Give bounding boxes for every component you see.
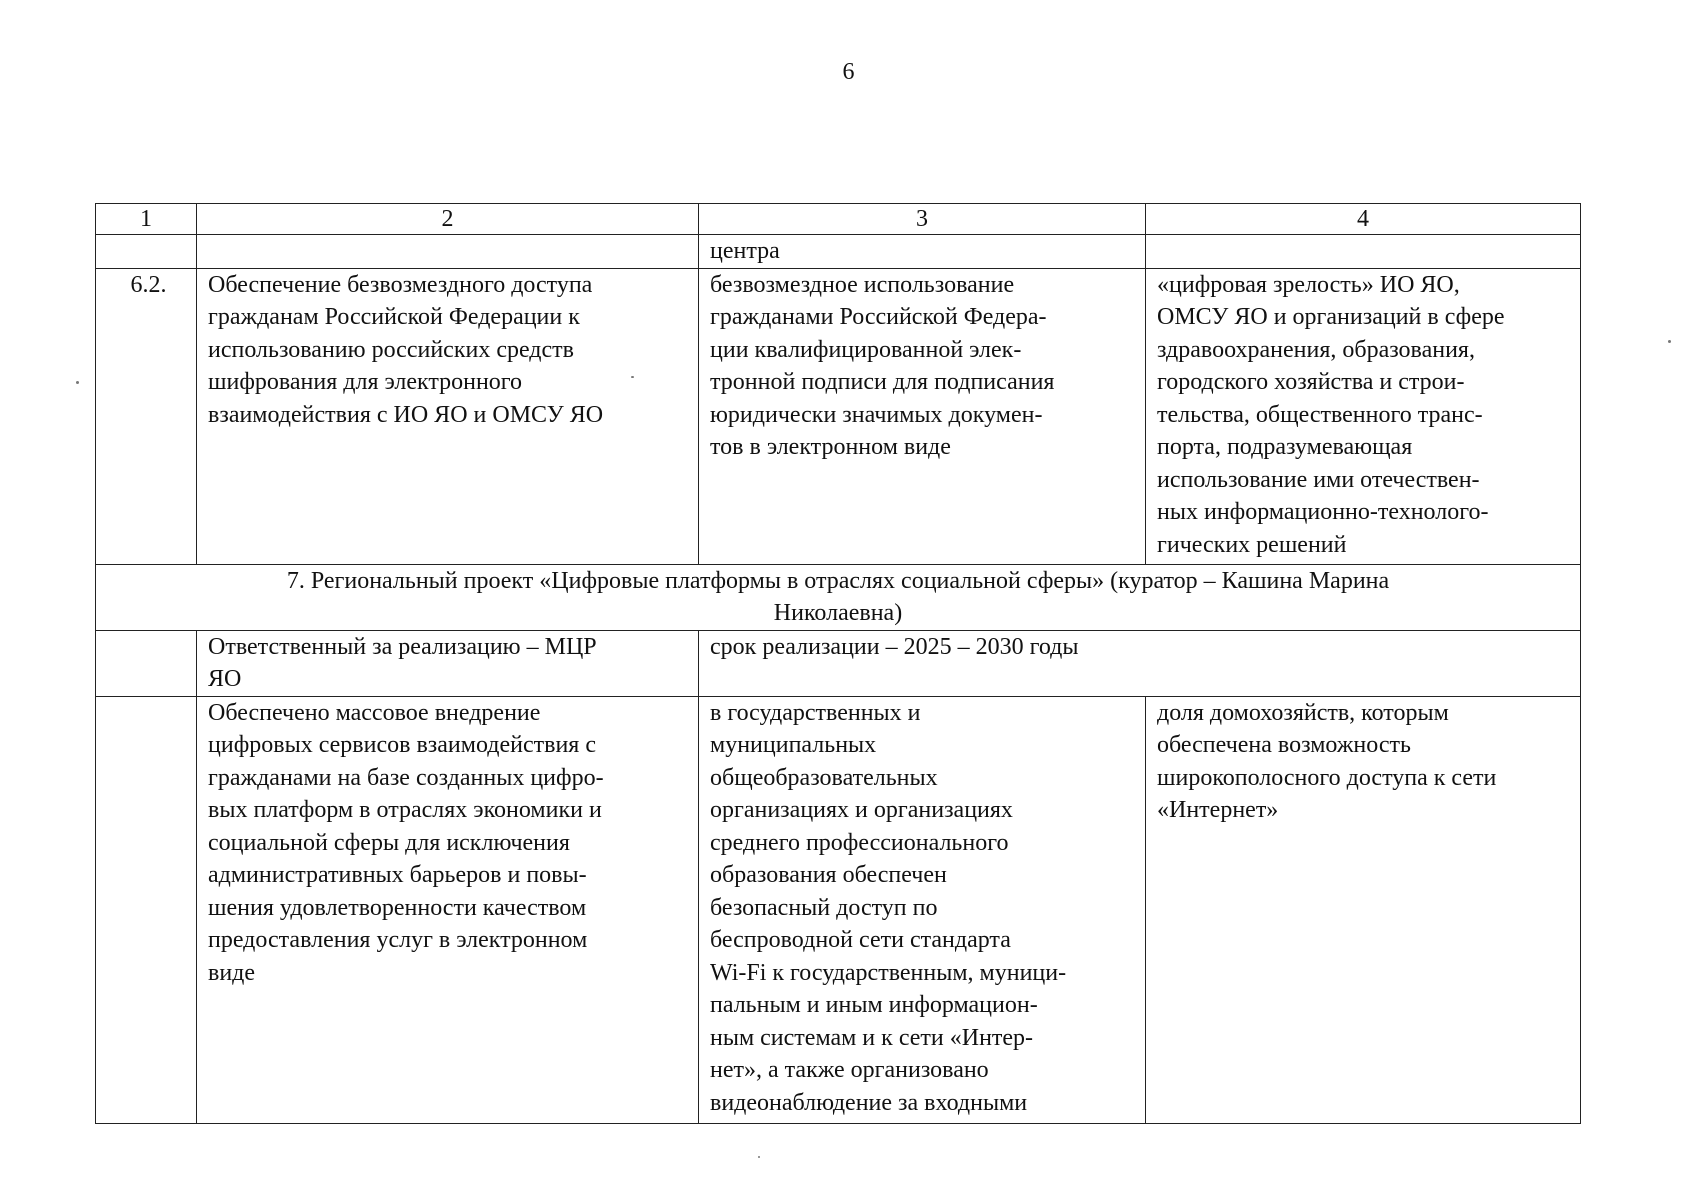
section-7-title: 7. Региональный проект «Цифровые платформы в отраслях социальной сферы» (куратор – Кашина Марина Николаевна) (96, 564, 1581, 630)
responsible-row (96, 630, 1581, 696)
result-row (96, 696, 1581, 1123)
row-number-cell: 6.2. (96, 268, 197, 564)
table-row-6-2 (96, 268, 1581, 564)
result-indicator-cell: доля домохозяйств, которым обеспечена возможность широкополосного доступа к сети «Интернет» (1146, 696, 1581, 1123)
responsible-executor-cell: Ответственный за реализацию – МЦР ЯО (197, 630, 699, 696)
column-number-row (96, 204, 1581, 235)
result-details-cell: в государственных и муниципальных общеобразовательных организациях и организациях среднего профессионального образования обеспечен безопасный доступ по беспроводной сети стандарта Wi-Fi к государственным, муници- пальным и иным информацион- ным системам и к сети «Интер- нет», а также организовано видеонаблюдение за входными (699, 696, 1146, 1123)
measure-name-cell: Обеспечение безвозмездного доступа гражданам Российской Федерации к использованию российских средств шифрования для электронного взаимодействия с ИО ЯО и ОМСУ ЯО (197, 268, 699, 564)
continuation-col4-cell (1146, 235, 1581, 269)
responsible-num-cell (96, 630, 197, 696)
measure-indicator-cell: «цифровая зрелость» ИО ЯО, ОМСУ ЯО и организаций в сфере здравоохранения, образования, городского хозяйства и строи- тельства, общественного транс- порта, подразумевающая использование ими отечествен- ных информационно-технолого- гических решений (1146, 268, 1581, 564)
scan-speck (76, 381, 79, 384)
measure-result-cell: безвозмездное использование гражданами Российской Федера- ции квалифицированной элек- тронной подписи для подписания юридически значимых докумен- тов в электронном виде (699, 268, 1146, 564)
measures-table (95, 203, 1581, 1124)
implementation-period-cell: срок реализации – 2025 – 2030 годы (699, 630, 1581, 696)
section-7-row (96, 564, 1581, 630)
column-number-3: 3 (699, 204, 1146, 235)
continuation-col2-cell (197, 235, 699, 269)
continuation-num-cell (96, 235, 197, 269)
continuation-col3-cell: центра (699, 235, 1146, 269)
column-number-1: 1 (96, 204, 197, 235)
continuation-row (96, 235, 1581, 269)
scan-speck (631, 376, 634, 378)
result-description-cell: Обеспечено массовое внедрение цифровых сервисов взаимодействия с гражданами на базе созданных цифро- вых платформ в отраслях экономики и социальной сферы для исключения административных барьеров и повы- шения удовлетворенности качеством предоставления услуг в электронном виде (197, 696, 699, 1123)
scan-speck (758, 1156, 760, 1158)
page-number: 6 (842, 59, 855, 85)
result-num-cell (96, 696, 197, 1123)
column-number-4: 4 (1146, 204, 1581, 235)
column-number-2: 2 (197, 204, 699, 235)
scan-speck (1668, 340, 1671, 343)
